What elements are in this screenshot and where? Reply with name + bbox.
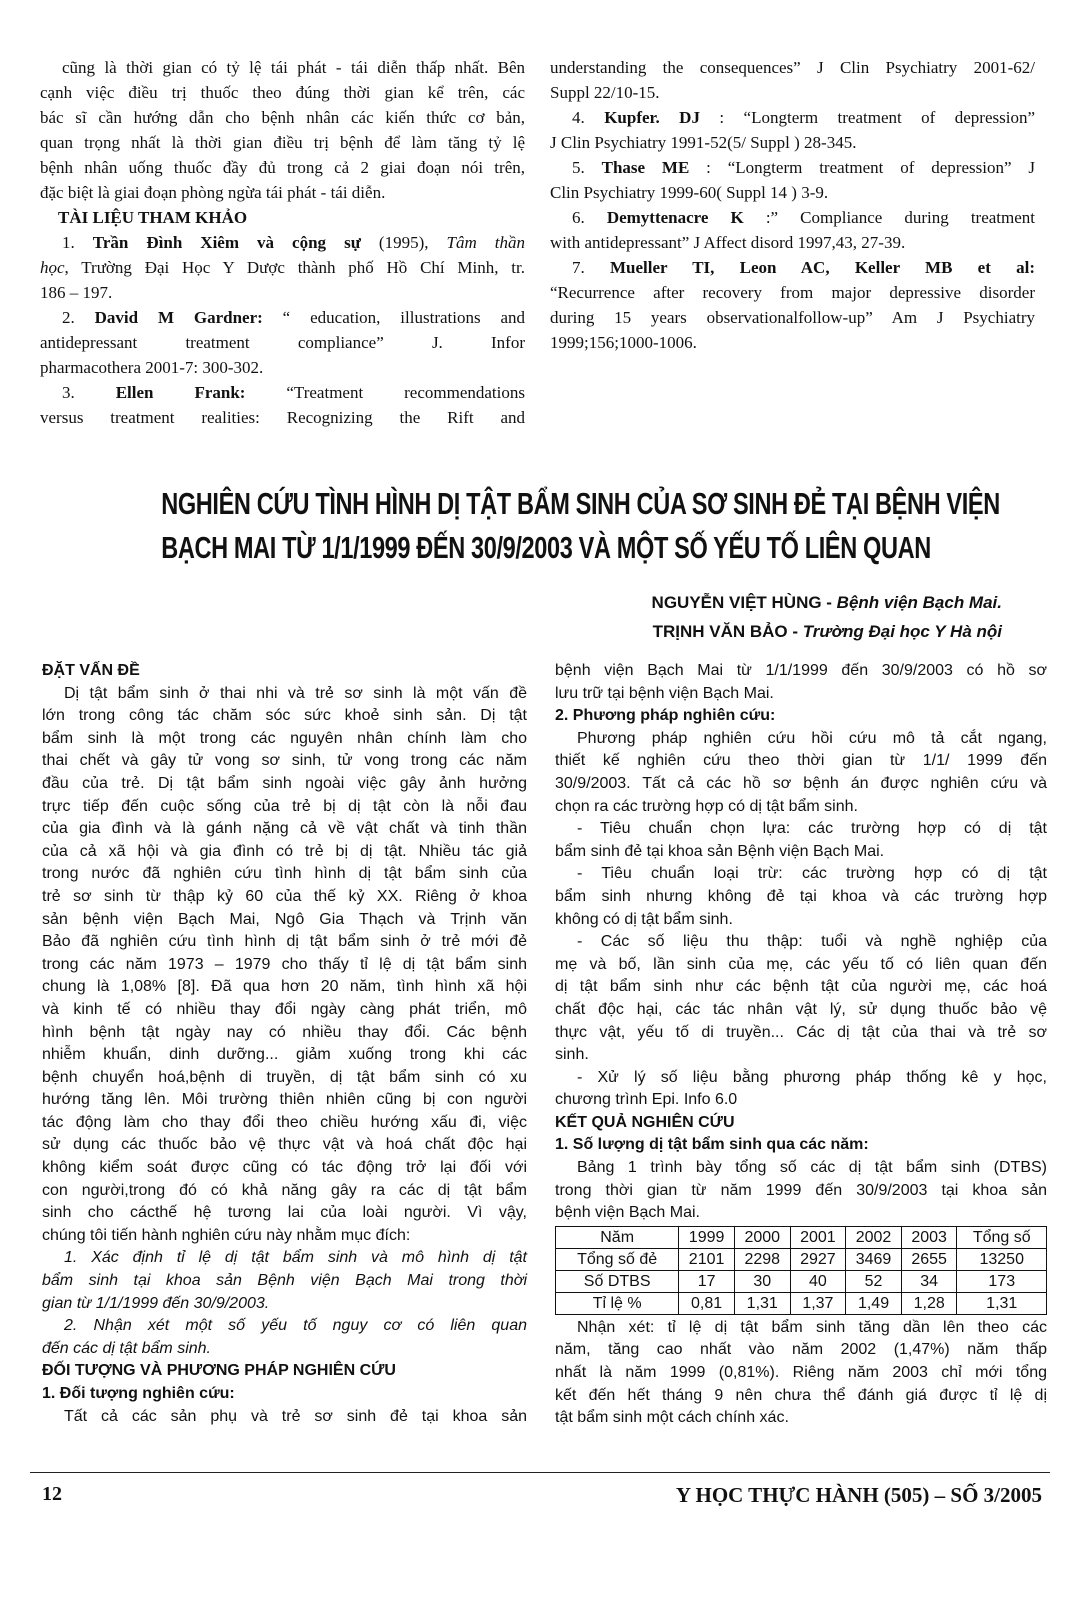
text-run: , Trường Đại Học Y Dược thành phố Hồ Chí Minh, tr. (64, 258, 525, 277)
text-line (555, 1180, 1047, 1203)
text-line (42, 976, 527, 999)
text-line (40, 305, 525, 330)
text-run: (1995), (360, 233, 447, 252)
text-line (555, 1022, 1047, 1045)
table-cell: 40 (790, 1270, 846, 1292)
text-line (555, 1157, 1047, 1180)
text-run: J Clin Psychiatry 1991-52(5/ Suppl ) 28-345. (550, 133, 857, 152)
text-line (42, 1315, 527, 1338)
table-cell: 2001 (790, 1226, 846, 1248)
text-run: sản bệnh viện Bạch Mai, Ngô Gia Thạch và Trịnh văn (42, 910, 527, 928)
text-run: con người,trong đó có khả năng gây ra các dị tật bẩm (42, 1181, 527, 1199)
text-line (40, 80, 525, 105)
bold-text: Ellen Frank: (115, 383, 246, 402)
table-cell: 34 (901, 1270, 957, 1292)
text-line (555, 999, 1047, 1022)
text-run: Clin Psychiatry 1999-60( Suppl 14 ) 3-9. (550, 183, 829, 202)
text-run: bẩm sinh đẻ tại khoa sản Bệnh viện Bạch Mai. (555, 842, 885, 860)
references-column-right (550, 55, 1035, 355)
text-run: cạnh việc điều trị thuốc theo đúng thời gian kể trên, các (40, 83, 525, 102)
text-line (42, 841, 527, 864)
text-run: trong thời gian từ năm 1999 đến 30/9/2003 tại khoa sản (555, 1181, 1047, 1199)
text-run: không kiểm soát được cũng có tác động trở lại đối với (42, 1159, 527, 1177)
table-cell: 2655 (901, 1248, 957, 1270)
section-heading: 1. Đối tượng nghiên cứu: (42, 1385, 235, 1402)
paragraph (555, 931, 1047, 1067)
text-line (555, 863, 1047, 886)
text-run: 30/9/2003. Tất cả các hồ sơ bệnh án được nghiên cứu và (555, 774, 1047, 792)
section-heading: 2. Phương pháp nghiên cứu: (555, 707, 776, 725)
table-cell: 1,49 (846, 1292, 902, 1314)
text-run: nhiễm khuẩn, dinh dưỡng... giảm xuống trong khi các (42, 1046, 527, 1064)
text-run: dị tật bẩm sinh như các bệnh tật của người mẹ, các hoá (555, 978, 1047, 996)
text-run: sử dụng các thuốc bảo vệ thực vật và hoá chất độc hại (42, 1136, 527, 1154)
text-line (555, 660, 1047, 683)
text-line (555, 750, 1047, 773)
text-line (40, 255, 525, 280)
text-run: bẩm sinh nhưng không đẻ tại khoa và các trường hợp (555, 887, 1047, 905)
italic-text: 1. Xác định tỉ lệ dị tật bẩm sinh và mô hình dị tật (64, 1249, 527, 1267)
text-line (42, 683, 527, 706)
text-line (42, 1134, 527, 1157)
text-line (42, 1247, 527, 1270)
text-run: 5. (572, 158, 602, 177)
text-run: - Tiêu chuẩn loại trừ: các trường hợp có dị tật (577, 865, 1047, 883)
text-run: sinh cho cácthế hệ tương lai của loài người. Vì vậy, (42, 1204, 527, 1222)
table-cell: 17 (679, 1270, 735, 1292)
italic-text: học (40, 258, 65, 277)
text-run: versus treatment realities: Recognizing the Rift and (40, 408, 525, 427)
section-heading: TÀI LIỆU THAM KHẢO (58, 208, 248, 227)
table-cell: 13250 (957, 1248, 1047, 1270)
text-run: của gia đình và là gánh nặng cả về vật chất và tinh thần (42, 820, 527, 838)
text-run: bác sĩ cần hướng dẫn cho bệnh nhân các kiến thức cơ bản, (40, 108, 525, 127)
paragraph (550, 255, 1035, 355)
paragraph (555, 1067, 1047, 1112)
text-run: và kinh tế có nhiều thay đổi ngày càng phát triển, mô (42, 1000, 527, 1018)
text-run: đầu của trẻ. Dị tật bẩm sinh ngoài việc gây ảnh hưởng (42, 774, 527, 792)
text-run: không có dị tật bẩm sinh. (555, 910, 733, 928)
text-run: bệnh nhân uống thuốc đầy đủ trong cả 2 giai đoạn nói trên, (40, 158, 525, 177)
text-run: sinh. (555, 1046, 589, 1064)
text-line (40, 130, 525, 155)
table-cell: 30 (734, 1270, 790, 1292)
table-cell: 1999 (679, 1226, 735, 1248)
paragraph (40, 305, 525, 380)
text-run: - Xử lý số liệu bằng phương pháp thống kê y học, (577, 1068, 1047, 1086)
italic-text: 2. Nhận xét một số yếu tố nguy cơ có liên quan (64, 1317, 527, 1335)
text-run: 3. (62, 383, 116, 402)
table-cell: Tỉ lệ % (556, 1292, 679, 1314)
text-line (555, 728, 1047, 751)
text-line (550, 330, 1035, 355)
paragraph (40, 55, 525, 205)
text-run: bệnh viện Bạch Mai từ 1/1/1999 đến 30/9/2003 có hồ sơ (555, 662, 1047, 679)
table-cell: 173 (957, 1270, 1047, 1292)
text-line (555, 1362, 1047, 1385)
paragraph (555, 1317, 1047, 1430)
section-heading: ĐẶT VẤN ĐỀ (42, 662, 140, 679)
text-line (40, 330, 525, 355)
text-line (42, 999, 527, 1022)
article-title-line: BẠCH MAI TỪ 1/1/1999 ĐẾN 30/9/2003 VÀ MỘT SỐ YẾU TỐ LIÊN QUAN (161, 530, 931, 565)
text-line (555, 1044, 1047, 1067)
article-title-line: NGHIÊN CỨU TÌNH HÌNH DỊ TẬT BẨM SINH CỦA SƠ SINH ĐẺ TẠI BỆNH VIỆN (161, 486, 1000, 521)
text-line (555, 796, 1047, 819)
text-run: chúng tôi tiến hành nghiên cứu này nhằm mục đích: (42, 1226, 411, 1244)
bold-text: Thase ME (601, 158, 690, 177)
text-line (42, 1406, 527, 1429)
authors (652, 588, 1002, 646)
table-cell: 1,37 (790, 1292, 846, 1314)
table-cell: 1,28 (901, 1292, 957, 1314)
table-cell: 1,31 (734, 1292, 790, 1314)
text-line (42, 1293, 527, 1316)
text-run: bệnh chuyển hoá,bệnh di truyền, dị tật bẩm sinh có xu (42, 1068, 527, 1086)
text-line (42, 1338, 527, 1361)
text-line (40, 380, 525, 405)
text-run: tác động làm cho thay đổi theo chiều hướng xấu đi, việc (42, 1113, 527, 1131)
text-line (42, 1112, 527, 1135)
text-run: trực tiếp đến cuộc sống của trẻ bị dị tật còn là nỗi đau (42, 797, 527, 815)
table-row (556, 1248, 1047, 1270)
table-cell: 2003 (901, 1226, 957, 1248)
text-line (40, 355, 525, 380)
text-run: mẹ và bố, lần sinh của mẹ, các yếu tố có liên quan đến (555, 955, 1047, 973)
text-run: Suppl 22/10-15. (550, 83, 660, 102)
table-row (556, 1226, 1047, 1248)
text-run: nhất là năm 1999 (0,81%). Riêng năm 2003 chỉ mới tổng (555, 1364, 1047, 1382)
page-number: 12 (42, 1483, 62, 1505)
text-run: lưu trữ tại bệnh viện Bạch Mai. (555, 684, 774, 702)
text-line (42, 750, 527, 773)
paragraph (550, 205, 1035, 255)
table-cell: 52 (846, 1270, 902, 1292)
text-line (42, 909, 527, 932)
table-cell: 2101 (679, 1248, 735, 1270)
text-line (555, 841, 1047, 864)
article-title (40, 482, 1050, 570)
table-cell: Năm (556, 1226, 679, 1248)
text-line (42, 954, 527, 977)
text-line (555, 886, 1047, 909)
text-line (42, 1180, 527, 1203)
table-cell: 0,81 (679, 1292, 735, 1314)
text-run: hình bệnh tật ngày nay có nhiều thay đổi. Các bệnh (42, 1023, 527, 1041)
text-run: “ education, illustrations and (262, 308, 526, 327)
italic-text: gian từ 1/1/1999 đến 30/9/2003. (42, 1294, 270, 1312)
text-run: : “Longterm treatment of depression” J (689, 158, 1035, 177)
text-line (555, 976, 1047, 999)
text-line (550, 105, 1035, 130)
text-run: kết đến hết tháng 9 nên chưa thể đánh giá được tỉ lệ dị (555, 1386, 1047, 1404)
paragraph (40, 230, 525, 305)
text-run: Nhận xét: tỉ lệ dị tật bẩm sinh tăng dần lên theo các (577, 1318, 1047, 1336)
text-line (42, 1157, 527, 1180)
text-run: tật bẩm sinh một cách chính xác. (555, 1409, 789, 1427)
text-line (42, 1225, 527, 1248)
text-run: “Recurrence after recovery from major depressive disorder (550, 283, 1035, 302)
footer-divider (30, 1472, 1050, 1473)
italic-text: Tâm thần (446, 233, 526, 252)
text-line (42, 1202, 527, 1225)
text-run: Bảo đã nghiên cứu tình hình dị tật bẩm sinh ở trẻ mới đẻ (42, 933, 527, 951)
text-run: đặc biệt là giai đoạn phòng ngừa tái phát - tái diễn. (40, 183, 386, 202)
table-cell: Số DTBS (556, 1270, 679, 1292)
text-line (42, 863, 527, 886)
text-run: 4. (572, 108, 605, 127)
text-line (42, 886, 527, 909)
paragraph (555, 660, 1047, 705)
text-line (40, 405, 525, 430)
bold-text: Kupfer. DJ (604, 108, 700, 127)
text-line (555, 1067, 1047, 1090)
text-run: quan trọng nhất là thời gian điều trị bệnh để làm tăng tỷ lệ (40, 133, 525, 152)
text-line (40, 105, 525, 130)
text-run: chương trình Epi. Info 6.0 (555, 1091, 738, 1109)
author-name: TRỊNH VĂN BẢO - (652, 622, 803, 641)
table-cell: 2000 (734, 1226, 790, 1248)
bold-text: Mueller TI, Leon AC, Keller MB et al: (610, 258, 1036, 277)
text-line (42, 728, 527, 751)
bold-text: David M Gardner: (94, 308, 263, 327)
text-line (555, 683, 1047, 706)
text-line (42, 796, 527, 819)
text-run: Phương pháp nghiên cứu hồi cứu mô tả cắt ngang, (577, 729, 1047, 747)
journal-name: Y HỌC THỰC HÀNH (505) – SỐ 3/2005 (675, 1483, 1042, 1507)
text-line (550, 280, 1035, 305)
text-line (550, 230, 1035, 255)
paragraph (42, 1406, 527, 1429)
paragraph (42, 683, 527, 1248)
table-cell: 1,31 (957, 1292, 1047, 1314)
text-line (555, 1385, 1047, 1408)
text-line (42, 1089, 527, 1112)
author-affiliation: Trường Đại học Y Hà nội (802, 622, 1002, 641)
table-row (556, 1270, 1047, 1292)
text-line (40, 230, 525, 255)
text-run: trẻ sơ sinh từ thập kỷ 60 của thế kỷ XX. Riêng ở khoa (42, 887, 527, 905)
text-line (555, 1202, 1047, 1225)
text-run: with antidepressant” J Affect disord 1997,43, 27-39. (550, 233, 906, 252)
paragraph (42, 1315, 527, 1360)
text-line (555, 1089, 1047, 1112)
text-run: :” Compliance during treatment (743, 208, 1036, 227)
bold-text: Trần Đình Xiêm và cộng sự (92, 233, 361, 252)
text-run: “Treatment recommendations (245, 383, 525, 402)
text-run: thực vật, yếu tố di truyền... Các dị tật của thai và trẻ sơ (555, 1023, 1047, 1041)
text-line (42, 773, 527, 796)
author (652, 588, 1002, 617)
text-line (42, 705, 527, 728)
table-cell: 2002 (846, 1226, 902, 1248)
text-line (555, 954, 1047, 977)
text-run: năm, tăng cao nhất vào năm 2002 (1,47%) năm thấp (555, 1341, 1047, 1359)
text-line (550, 80, 1035, 105)
text-run: Dị tật bẩm sinh ở thai nhi và trẻ sơ sinh là một vấn đề (64, 684, 527, 702)
table-cell: 2927 (790, 1248, 846, 1270)
text-run: cũng là thời gian có tỷ lệ tái phát - tái diễn thấp nhất. Bên (62, 58, 525, 77)
author-name: NGUYỄN VIỆT HÙNG - (651, 593, 837, 612)
text-run: trong nước đã nghiên cứu tình hình dị tật bẩm sinh của (42, 865, 527, 883)
text-line (555, 773, 1047, 796)
paragraph (550, 105, 1035, 155)
text-run: Bảng 1 trình bày tổng số các dị tật bẩm sinh (DTBS) (577, 1159, 1047, 1177)
italic-text: đến các dị tật bẩm sinh. (42, 1339, 211, 1357)
text-line (550, 55, 1035, 80)
text-run: 2. (62, 308, 95, 327)
text-line (42, 1022, 527, 1045)
text-line (555, 1339, 1047, 1362)
text-line (550, 205, 1035, 230)
text-run: - Tiêu chuẩn chọn lựa: các trường hợp có dị tật (577, 820, 1047, 838)
section-heading: ĐỐI TƯỢNG VÀ PHƯƠNG PHÁP NGHIÊN CỨU (42, 1362, 396, 1380)
text-line (555, 1407, 1047, 1430)
table-cell: Tổng số đẻ (556, 1248, 679, 1270)
text-line (550, 130, 1035, 155)
text-run: bệnh viện Bạch Mai. (555, 1204, 700, 1222)
text-run: during 15 years observationalfollow-up” Am J Psychiatry (550, 308, 1035, 327)
references-column-left (40, 55, 525, 430)
paragraph (40, 380, 525, 430)
data-table (555, 1226, 1047, 1315)
text-line (550, 155, 1035, 180)
section-heading: KẾT QUẢ NGHIÊN CỨU (555, 1113, 735, 1131)
article-column-right (555, 660, 1047, 1430)
text-line (42, 1067, 527, 1090)
text-line (550, 255, 1035, 280)
text-line (40, 280, 525, 305)
text-run: chung là 1,08% [8]. Đã qua hơn 20 năm, tình hình xã hội (42, 978, 527, 996)
text-line (550, 305, 1035, 330)
text-line (42, 1270, 527, 1293)
text-run: bẩm sinh là một trong các nguyên nhân chính làm cho (42, 729, 527, 747)
table-cell: 3469 (846, 1248, 902, 1270)
text-line (40, 155, 525, 180)
paragraph (555, 1157, 1047, 1225)
text-run: 1. (62, 233, 93, 252)
author-affiliation: Bệnh viện Bạch Mai. (836, 593, 1002, 612)
section-heading: 1. Số lượng dị tật bẩm sinh qua các năm: (555, 1136, 869, 1154)
paragraph (555, 863, 1047, 931)
paragraph (42, 1247, 527, 1315)
text-run: 7. (572, 258, 610, 277)
text-run: thiết kế nghiên cứu theo thời gian từ 1/1/ 1999 đến (555, 752, 1047, 770)
text-line (40, 180, 525, 205)
italic-text: bẩm sinh tại khoa sản Bệnh viện Bạch Mai trong thời (42, 1272, 527, 1290)
paragraph (555, 728, 1047, 818)
text-line (555, 909, 1047, 932)
article-column-left (42, 660, 527, 1428)
text-run: 1999;156;1000-1006. (550, 333, 697, 352)
table-cell: Tổng số (957, 1226, 1047, 1248)
text-line (42, 931, 527, 954)
text-run: chọn ra các trường hợp có dị tật bẩm sinh. (555, 797, 858, 815)
table-cell: 2298 (734, 1248, 790, 1270)
text-run: antidepressant treatment compliance” J. Infor (40, 333, 525, 352)
text-run: chất độc hại, các tác nhân vật lý, sử dụng thuốc bảo vệ (555, 1000, 1047, 1018)
text-run: understanding the consequences” J Clin Psychiatry 2001-62/ (550, 58, 1035, 77)
text-run: hướng tăng lên. Môi trường thiên nhiên cũng bị con người (42, 1091, 527, 1109)
text-run: của cả xã hội và gia đình có trẻ bị dị tật. Nhiều tác giả (42, 842, 527, 860)
author (652, 617, 1002, 646)
paragraph (550, 155, 1035, 205)
text-line (555, 931, 1047, 954)
text-line (550, 180, 1035, 205)
text-line (40, 55, 525, 80)
text-line (42, 1044, 527, 1067)
bold-text: Demyttenacre K (606, 208, 744, 227)
text-run: lớn trong công tác chăm sóc sức khoẻ sinh sản. Dị tật (42, 707, 527, 725)
text-line (555, 1317, 1047, 1340)
text-run: 6. (572, 208, 607, 227)
text-run: : “Longterm treatment of depression” (699, 108, 1035, 127)
text-run: thai chết và gây tử vong sơ sinh, tử vong trong các năm (42, 752, 527, 770)
text-run: 186 – 197. (40, 283, 113, 302)
text-run: pharmacothera 2001-7: 300-302. (40, 358, 264, 377)
text-line (555, 818, 1047, 841)
table-row (556, 1292, 1047, 1314)
paragraph (555, 818, 1047, 863)
text-run: trong các năm 1973 – 1979 cho thấy tỉ lệ dị tật bẩm sinh (42, 955, 527, 973)
paragraph (550, 55, 1035, 105)
text-line (42, 818, 527, 841)
text-run: Tất cả các sản phụ và trẻ sơ sinh đẻ tại khoa sản (64, 1407, 527, 1425)
text-run: - Các số liệu thu thập: tuổi và nghề nghiệp của (577, 933, 1047, 951)
